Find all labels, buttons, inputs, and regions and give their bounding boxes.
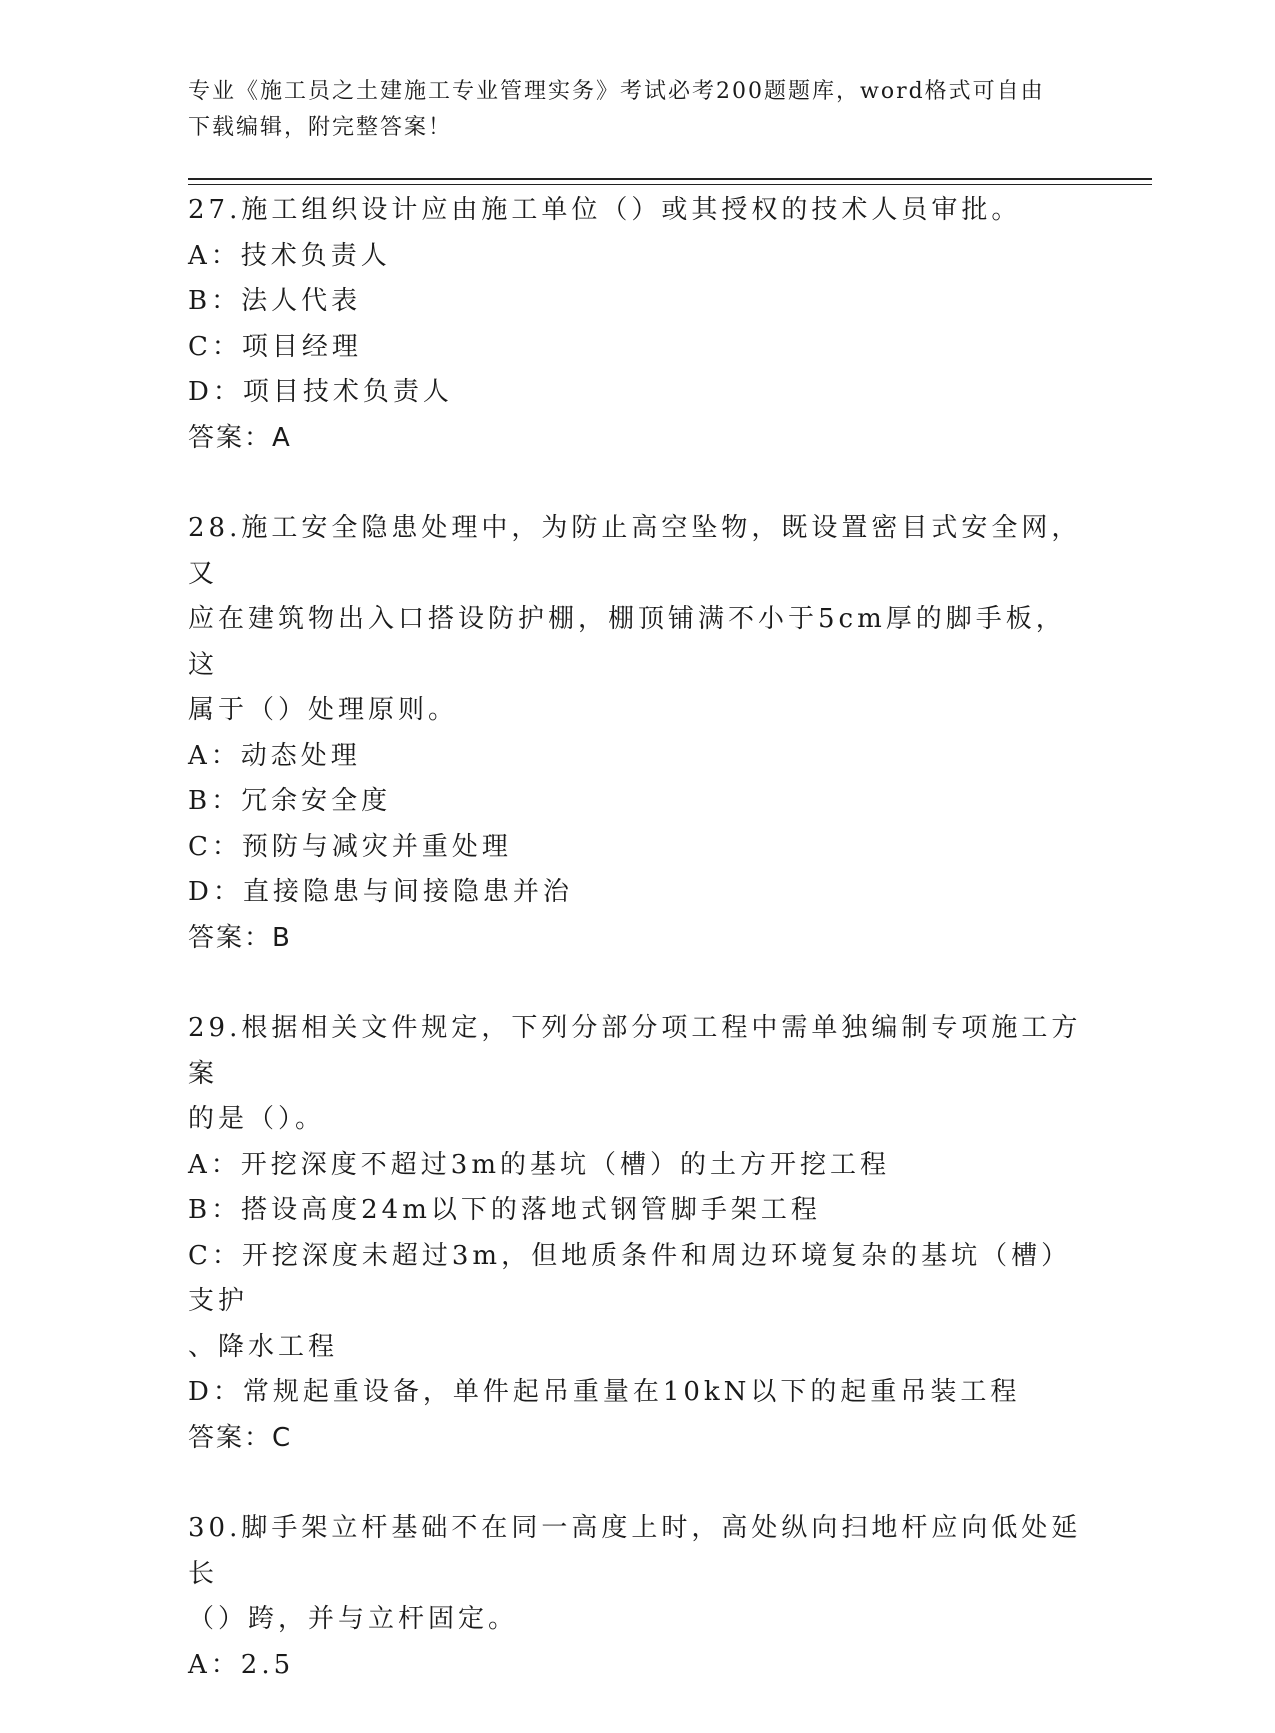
question-block <box>188 1506 1088 1688</box>
answer-option: C：预防与减灾并重处理 <box>188 831 512 862</box>
question-stem-line: 属于（）处理原则。 <box>188 695 459 725</box>
answer-option: A：开挖深度不超过3m的基坑（槽）的土方开挖工程 <box>188 1149 890 1180</box>
header-divider-thick <box>188 178 1152 180</box>
question-stem-line: （）跨，并与立杆固定。 <box>188 1604 519 1634</box>
header-line-2: 下载编辑，附完整答案！ <box>188 115 453 140</box>
answer-option: A：2.5 <box>188 1649 295 1680</box>
answer-option: B：搭设高度24m以下的落地式钢管脚手架工程 <box>188 1195 821 1225</box>
question-stem-line: 应在建筑物出入口搭设防护棚，棚顶铺满不小于5cm厚的脚手板，这 <box>188 604 1066 680</box>
answer-option: D：直接隐患与间接隐患并治 <box>188 877 573 907</box>
header-divider-thin <box>188 184 1152 185</box>
question-block <box>188 1006 1088 1461</box>
answer-option: C：项目经理 <box>188 331 362 362</box>
answer-option: A：动态处理 <box>188 740 361 771</box>
header-line-1: 专业《施工员之土建施工专业管理实务》考试必考200题题库，word格式可自由 <box>188 79 1045 104</box>
question-stem-line: 的是（）。 <box>188 1104 326 1134</box>
question-stem-line: 28.施工安全隐患处理中，为防止高空坠物，既设置密目式安全网，又 <box>188 513 1082 589</box>
correct-answer: 答案：C <box>188 1422 293 1453</box>
answer-option: B：法人代表 <box>188 286 362 316</box>
question-list <box>188 188 1088 1733</box>
question-block <box>188 506 1088 961</box>
answer-option: 、降水工程 <box>188 1331 339 1362</box>
answer-option: A：技术负责人 <box>188 240 391 271</box>
question-stem-line: 27.施工组织设计应由施工单位（）或其授权的技术人员审批。 <box>188 195 1022 225</box>
answer-option: D：项目技术负责人 <box>188 377 453 407</box>
correct-answer: 答案：B <box>188 922 292 953</box>
answer-option: D：常规起重设备，单件起吊重量在10kN以下的起重吊装工程 <box>188 1377 1021 1407</box>
answer-option: C：开挖深度未超过3m，但地质条件和周边环境复杂的基坑（槽）支护 <box>188 1240 1072 1316</box>
document-header <box>188 74 1068 146</box>
question-stem-line: 29.根据相关文件规定，下列分部分项工程中需单独编制专项施工方案 <box>188 1013 1082 1089</box>
question-block <box>188 188 1088 461</box>
correct-answer: 答案：A <box>188 422 292 453</box>
question-stem-line: 30.脚手架立杆基础不在同一高度上时，高处纵向扫地杆应向低处延长 <box>188 1513 1082 1589</box>
answer-option: B：冗余安全度 <box>188 786 392 816</box>
